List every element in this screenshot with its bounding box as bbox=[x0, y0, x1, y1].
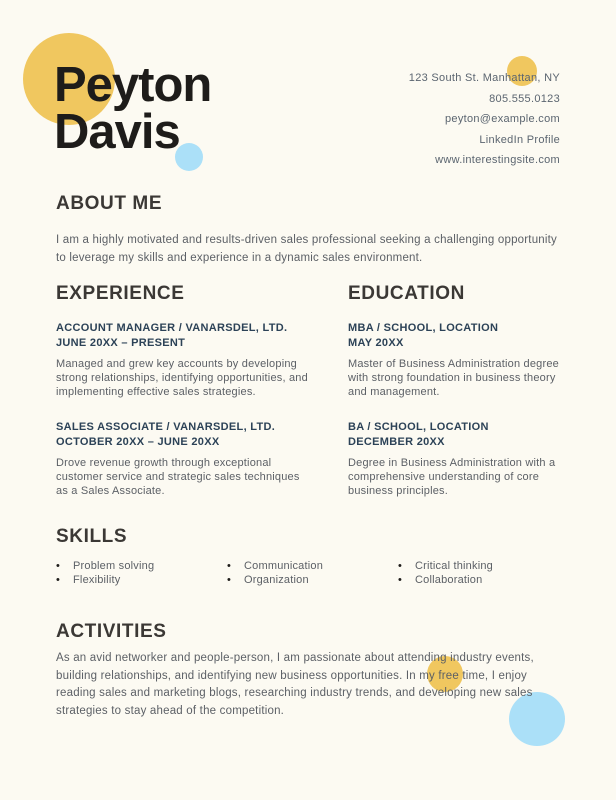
skill-item bbox=[56, 560, 227, 574]
skills-column bbox=[398, 560, 526, 587]
activities-heading: ACTIVITIES bbox=[56, 621, 167, 642]
skills-column bbox=[56, 560, 227, 587]
job-dates: JUNE 20XX – PRESENT bbox=[56, 337, 186, 349]
contact-linkedin-link[interactable]: LinkedIn Profile bbox=[479, 133, 560, 146]
degree-dates: MAY 20XX bbox=[348, 337, 404, 349]
about-me-text: I am a highly motivated and results-driven sales professional seeking a challenging opportunity to leverage my skills and experience in a dynamic sales environment. bbox=[56, 234, 557, 264]
skill-item bbox=[227, 574, 398, 588]
education-section bbox=[348, 284, 562, 518]
skill-item bbox=[227, 560, 398, 574]
contact-email-link[interactable]: peyton@example.com bbox=[444, 113, 560, 126]
candidate-name bbox=[54, 58, 212, 159]
bullet-icon: • bbox=[227, 560, 232, 572]
skills-heading: SKILLS bbox=[56, 526, 128, 547]
bullet-icon: • bbox=[398, 573, 403, 586]
experience-entry bbox=[56, 321, 310, 400]
job-dates: OCTOBER 20XX – JUNE 20XX bbox=[56, 435, 220, 448]
skill-label: Critical thinking bbox=[415, 560, 493, 572]
experience-heading: EXPERIENCE bbox=[56, 283, 185, 304]
job-title: SALES ASSOCIATE / VANARSDEL, LTD. bbox=[56, 420, 276, 433]
skill-item bbox=[398, 574, 526, 588]
bullet-icon: • bbox=[227, 573, 232, 586]
bullet-icon: • bbox=[56, 560, 61, 572]
degree-title: BA / SCHOOL, LOCATION bbox=[348, 420, 489, 433]
job-description: Drove revenue growth through exceptional customer service and strategic sales techniques as a Sales Associate. bbox=[56, 456, 300, 498]
candidate-first-name: Peyton bbox=[54, 58, 212, 112]
degree-description: Degree in Business Administration with a comprehensive understanding of core business principles. bbox=[348, 456, 556, 498]
job-title: ACCOUNT MANAGER / VANARSDEL, LTD. bbox=[56, 322, 288, 334]
bullet-icon: • bbox=[398, 560, 403, 572]
job-description: Managed and grew key accounts by developing strong relationships, identifying opportunities, and implementing effective sales strategies. bbox=[56, 358, 308, 399]
skill-label: Flexibility bbox=[73, 573, 121, 586]
bullet-icon: • bbox=[56, 573, 61, 586]
skills-column bbox=[227, 560, 398, 587]
about-me-heading: ABOUT ME bbox=[56, 193, 163, 214]
degree-description: Master of Business Administration degree with strong foundation in business theory and management. bbox=[348, 358, 559, 399]
skill-label: Organization bbox=[244, 573, 309, 586]
activities-text: As an avid networker and people-person, I am passionate about attending industry events, building relationships, and identifying new business opportunities. In my free time, I enjoy reading sales and marketing blogs, researching industry trends, and developing new sales strategies to stay ahead of the competition. bbox=[56, 652, 534, 717]
education-entry bbox=[348, 420, 562, 499]
degree-dates: DECEMBER 20XX bbox=[348, 435, 445, 448]
contact-address: 123 South St. Manhattan, NY bbox=[408, 72, 560, 84]
experience-section bbox=[56, 284, 310, 518]
skill-label: Problem solving bbox=[73, 560, 155, 572]
experience-entry bbox=[56, 420, 310, 499]
contact-info bbox=[409, 68, 560, 171]
education-entry bbox=[348, 321, 562, 400]
skill-label: Communication bbox=[244, 560, 324, 572]
skill-item bbox=[56, 574, 227, 588]
education-heading: EDUCATION bbox=[348, 283, 465, 304]
contact-phone: 805.555.0123 bbox=[489, 92, 560, 105]
skill-label: Collaboration bbox=[415, 573, 483, 586]
skill-item bbox=[398, 560, 526, 574]
degree-title: MBA / SCHOOL, LOCATION bbox=[348, 322, 499, 334]
two-column-section bbox=[56, 284, 562, 518]
candidate-last-name: Davis bbox=[54, 105, 180, 159]
contact-website-link[interactable]: www.interestingsite.com bbox=[435, 154, 560, 167]
skills-list bbox=[56, 560, 526, 587]
